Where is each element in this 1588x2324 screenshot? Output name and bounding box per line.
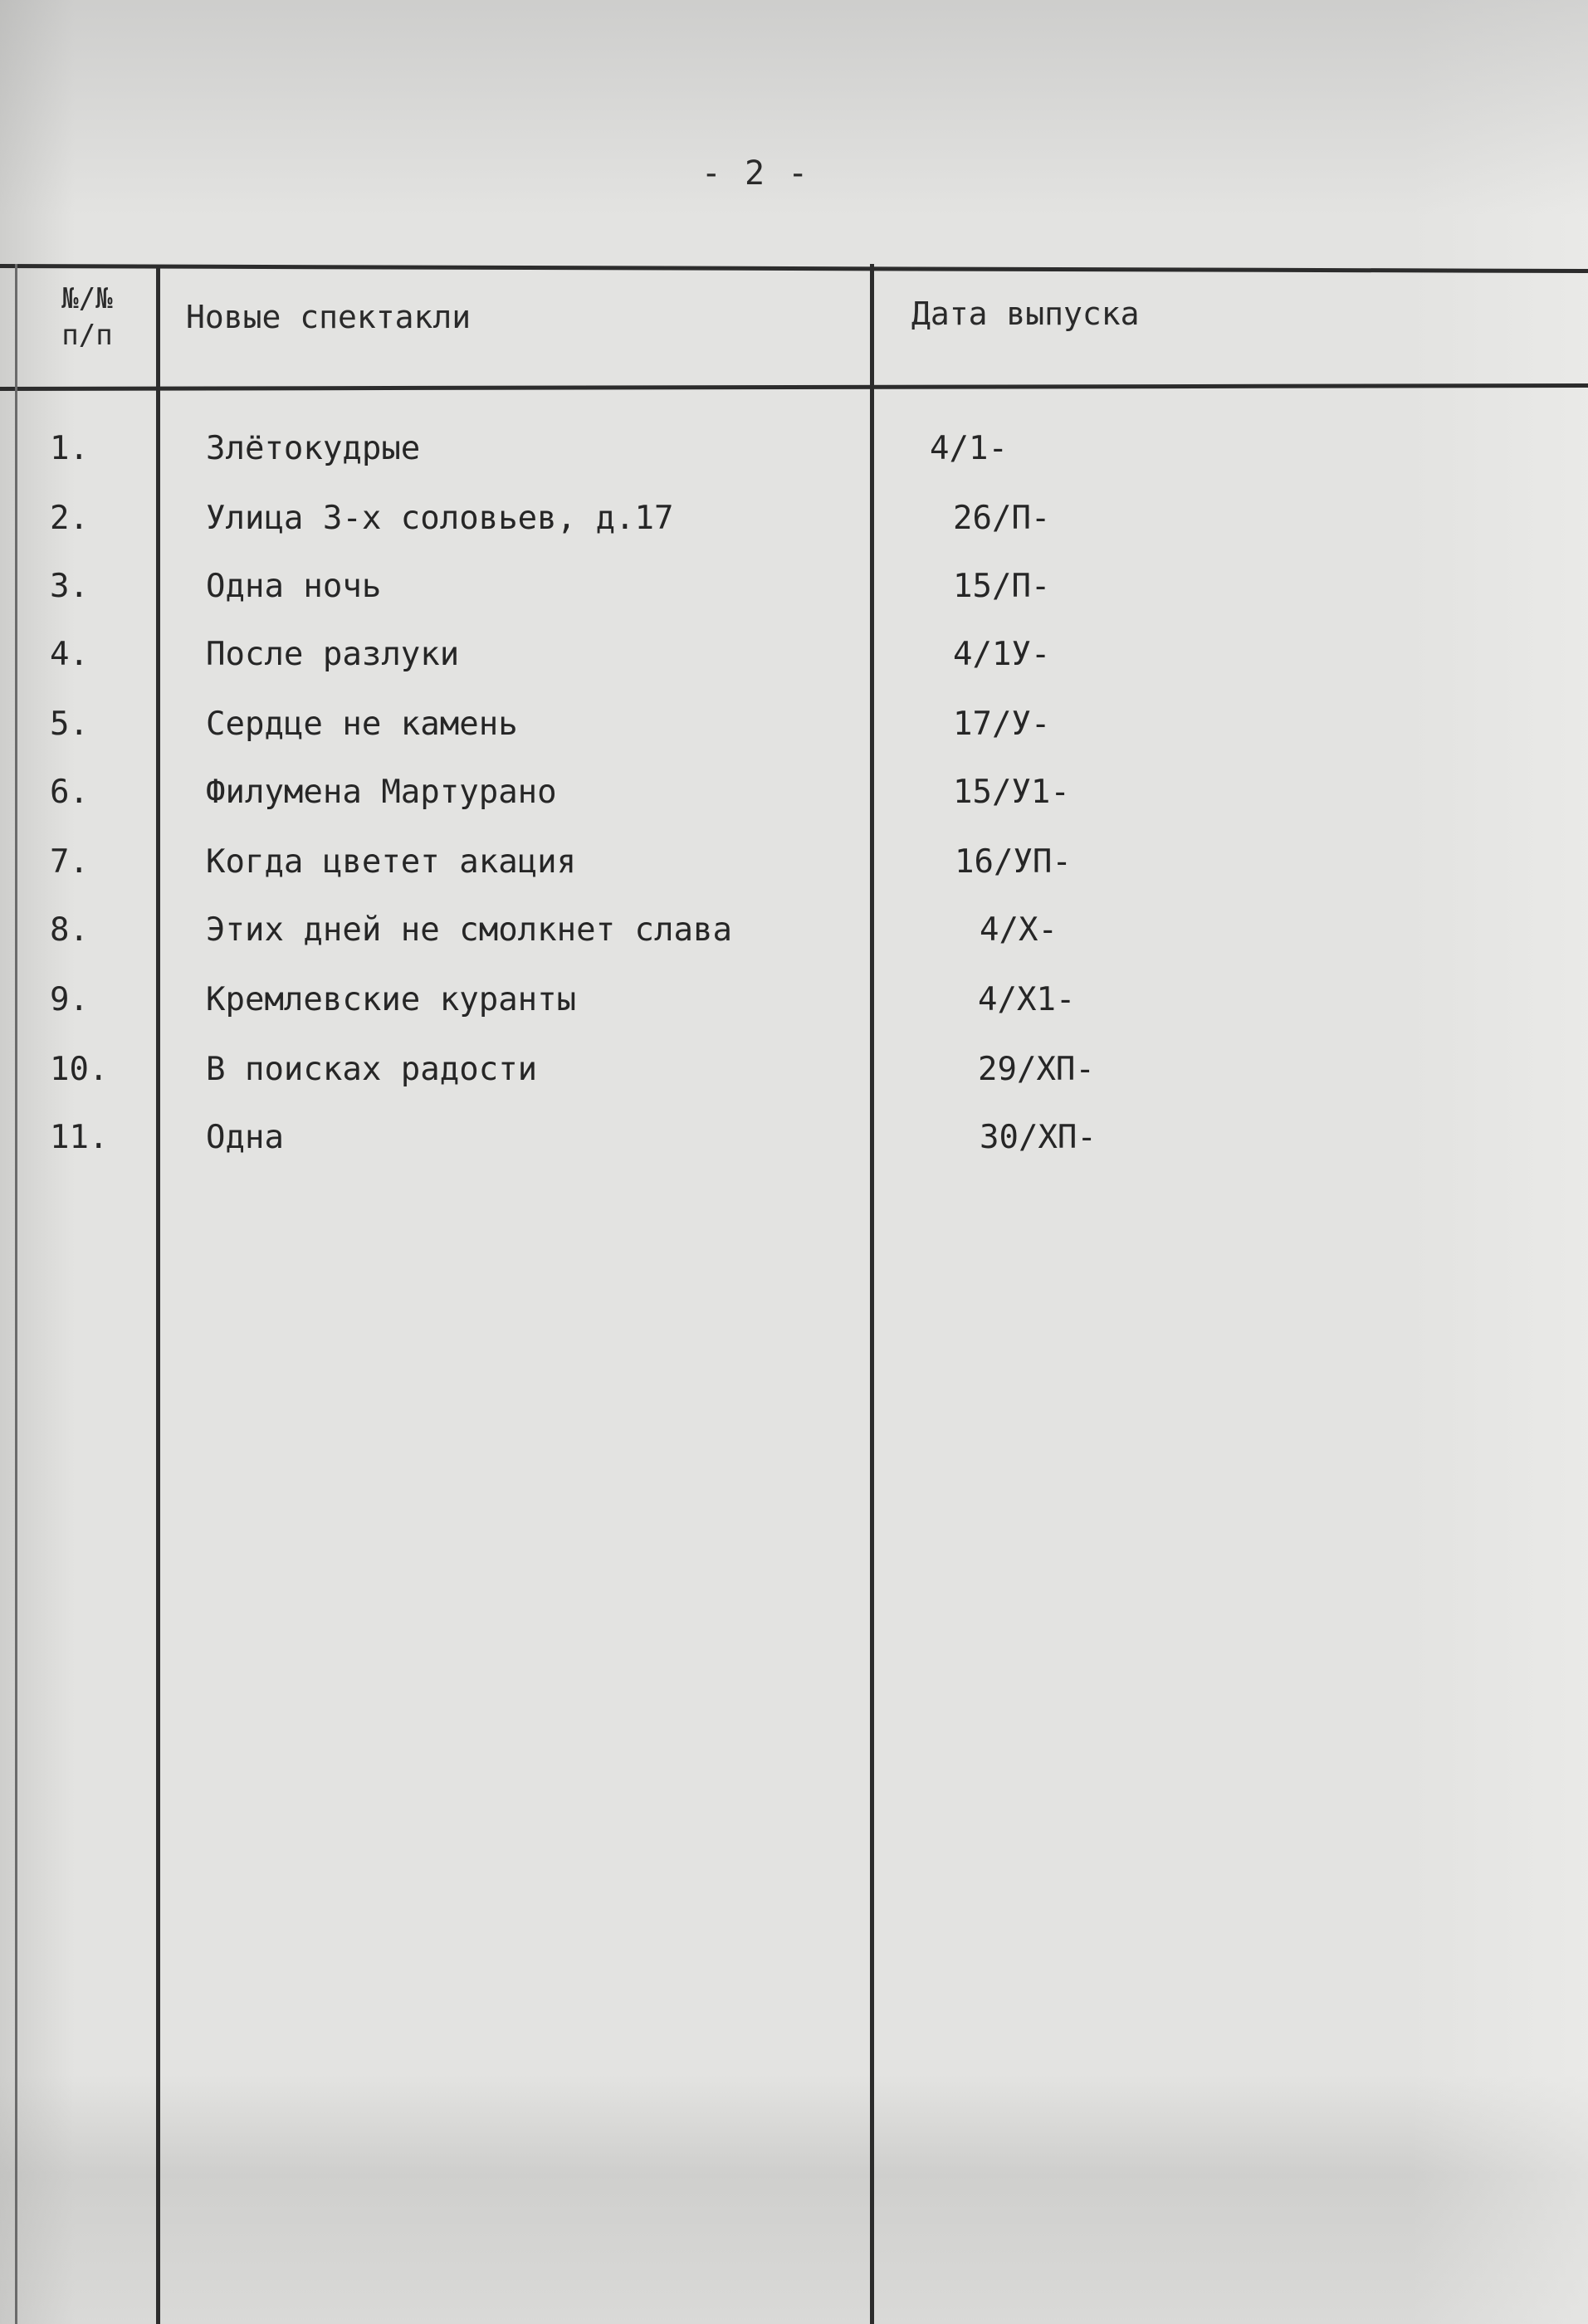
- header-number-bottom: п/п: [61, 319, 113, 352]
- table-row: [0, 774, 1588, 840]
- row-date: 4/Х1-: [978, 981, 1076, 1018]
- row-title: Злётокудрые: [206, 430, 421, 467]
- table-row: [0, 636, 1588, 702]
- row-title: После разлуки: [206, 636, 460, 673]
- row-title: Сердце не камень: [206, 706, 518, 743]
- table-row: [0, 981, 1588, 1047]
- row-title: Улица 3-х соловьев, д.17: [206, 500, 674, 537]
- row-date: 4/1У-: [953, 636, 1051, 673]
- row-date: 15/У1-: [953, 774, 1070, 811]
- table-row: [0, 1051, 1588, 1117]
- row-number: 2.: [50, 500, 89, 537]
- row-date: 4/1-: [930, 430, 1008, 467]
- row-number: 3.: [50, 568, 89, 605]
- table-row: [0, 911, 1588, 978]
- header-title: Новые спектакли: [186, 299, 472, 335]
- row-number: 7.: [50, 843, 89, 881]
- row-title: Одна ночь: [206, 568, 382, 605]
- row-title: В поисках радости: [206, 1051, 538, 1088]
- row-title: Филумена Мартурано: [206, 774, 557, 811]
- header-number-top: №/№: [61, 282, 113, 315]
- header-number: [25, 281, 149, 354]
- row-title: Кремлевские куранты: [206, 981, 577, 1018]
- table-top-rule: [0, 264, 1588, 273]
- row-date: 16/УП-: [955, 843, 1072, 881]
- table-row: [0, 1119, 1588, 1185]
- row-date: 17/У-: [953, 706, 1051, 743]
- table-row: [0, 843, 1588, 910]
- header-date: Дата выпуска: [911, 295, 1140, 332]
- row-number: 5.: [50, 706, 89, 743]
- row-number: 8.: [50, 911, 89, 949]
- table-header-rule: [0, 383, 1588, 391]
- row-date: 29/ХП-: [978, 1051, 1095, 1088]
- row-number: 1.: [50, 430, 89, 467]
- row-title: Когда цветет акация: [206, 843, 577, 881]
- row-number: 10.: [50, 1051, 109, 1088]
- row-number: 9.: [50, 981, 89, 1018]
- row-date: 30/ХП-: [980, 1119, 1097, 1156]
- table-row: [0, 706, 1588, 772]
- row-date: 26/П-: [953, 500, 1051, 537]
- table-row: [0, 568, 1588, 634]
- page-number: - 2 -: [701, 154, 810, 193]
- table-row: [0, 430, 1588, 496]
- row-number: 11.: [50, 1119, 109, 1156]
- row-title: Одна: [206, 1119, 284, 1156]
- row-title: Этих дней не смолкнет слава: [206, 911, 732, 949]
- row-date: 4/Х-: [980, 911, 1058, 949]
- row-number: 6.: [50, 774, 89, 811]
- row-number: 4.: [50, 636, 89, 673]
- row-date: 15/П-: [953, 568, 1051, 605]
- table-row: [0, 500, 1588, 566]
